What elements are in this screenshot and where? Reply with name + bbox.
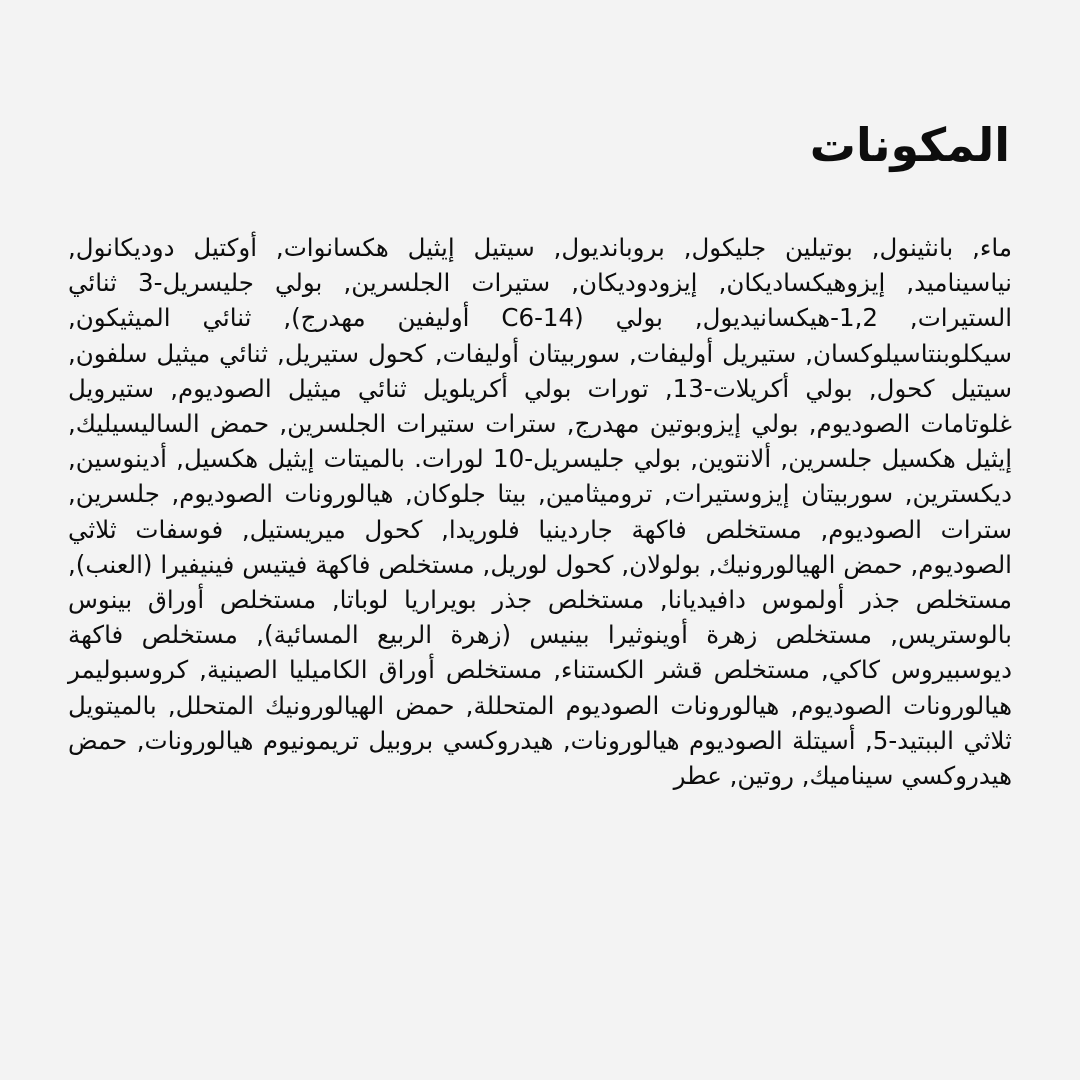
- page-title: المكونات: [809, 118, 1010, 172]
- ingredients-list: ماء, بانثينول, بوتيلين جليكول, بروبانديول, سيتيل إيثيل هكسانوات, أوكتيل دوديكانول, نياسيناميد, إيزوهيكساديكان, إيزودوديكان, ستيرات الجلسرين, بولي جليسريل-3 ثنائي الستيرات, 1,2-هيكسانيديول, بولي (C6-14 أوليفين مهدرج), ثنائي الميثيكون, سيكلوبنتاسيلوكسان, ستيريل أوليفات, سوربيتان أوليفات, كحول ستيريل, ثنائي ميثيل سلفون, سيتيل كحول, بولي أكريلات-13, تورات بولي أكريلويل ثنائي ميثيل الصوديوم, ستيرويل غلوتامات الصوديوم, بولي إيزوبوتين مهدرج, سترات ستيرات الجلسرين, حمض الساليسيليك, إيثيل هكسيل جلسرين, ألانتوين, بولي جليسريل-10 لورات. بالميتات إيثيل هكسيل, أدينوسين, ديكسترين, سوربيتان إيزوستيرات, ترومیثامين, بيتا جلوكان, هيالورونات الصوديوم, جلسرين, سترات الصوديوم, مستخلص فاكهة جاردينيا فلوريدا, كحول ميريستيل, فوسفات ثلاثي الصوديوم, حمض الهيالورونيك, بولولان, كحول لوريل, مستخلص فاكهة فيتيس فينيفيرا (العنب), مستخلص جذر أولموس دافيديانا, مستخلص جذر بويراريا لوباتا, مستخلص أوراق بينوس بالوستريس, مستخلص زهرة أوينوثيرا بينيس (زهرة الربيع المسائية), مستخلص فاكهة ديوسبيروس كاكي, مستخلص قشر الكستناء, مستخلص أوراق الكاميليا الصينية, كروسبوليمر هيالورونات الصوديوم, هيالورونات الصوديوم المتحللة, حمض الهيالورونيك المتحلل, بالميتويل ثلاثي الببتيد-5, أسيتلة الصوديوم هيالورونات, هيدروكسي بروبيل تريمونيوم هيالورونات, حمض هيدروكسي سيناميك, روتين, عطر: [68, 233, 1012, 791]
